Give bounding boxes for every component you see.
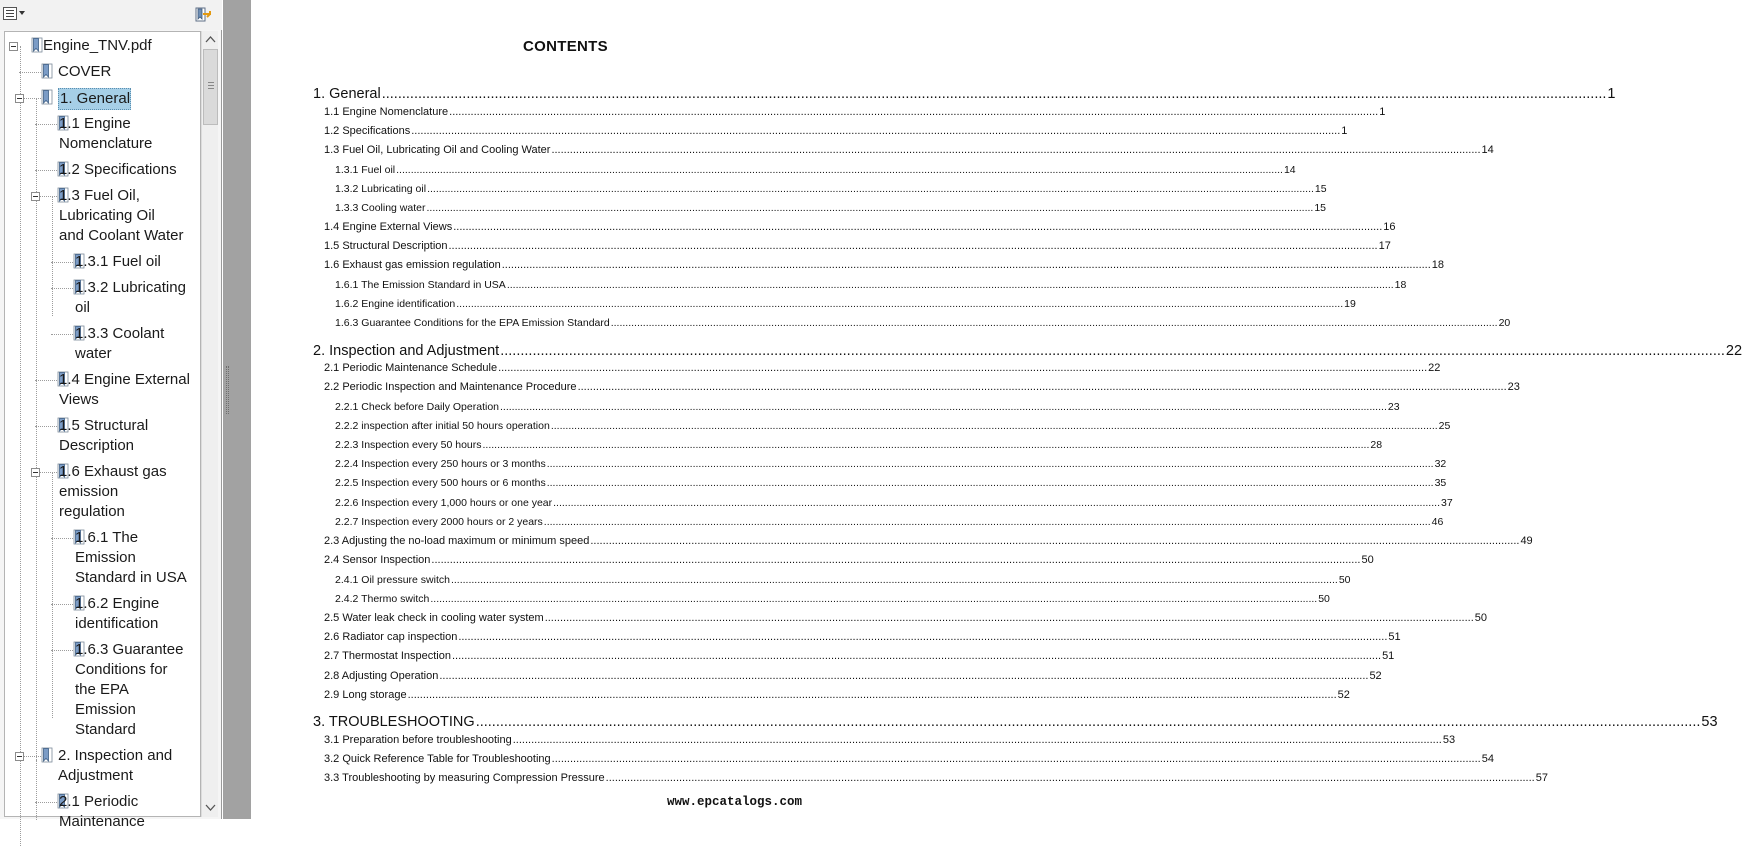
toc-entry[interactable]: [324, 381, 1520, 396]
toc-entry[interactable]: [313, 86, 1616, 105]
toc-entry[interactable]: [335, 279, 1407, 294]
toc-leader-dots: [476, 714, 1701, 730]
bookmark-label: Lubricating Oil: [59, 207, 155, 224]
bookmark-label: 2. Inspection and: [58, 747, 173, 764]
toc-entry-page: 20: [1498, 317, 1511, 329]
toc-entry[interactable]: [313, 343, 1742, 362]
bookmark-label: Adjustment: [58, 767, 134, 784]
toc-leader-dots: [578, 381, 1507, 393]
toc-entry-title: 1.6.3 Guarantee Conditions for the EPA Emission Standard: [335, 317, 610, 329]
toc-entry[interactable]: [324, 125, 1348, 140]
bookmark-label: 2.1 Periodic: [59, 793, 139, 810]
toc-entry-page: 51: [1388, 631, 1401, 643]
toc-entry-page: 15: [1314, 183, 1327, 195]
toc-entry-page: 28: [1370, 439, 1383, 451]
bookmark-item[interactable]: [5, 416, 202, 454]
bookmark-label: Maintenance: [59, 813, 145, 830]
bookmark-item[interactable]: [5, 252, 202, 272]
bookmark-label: 1.5 Structural: [59, 417, 149, 434]
toc-entry-page: 52: [1337, 689, 1350, 701]
toc-entry[interactable]: [324, 240, 1391, 255]
options-menu-icon: [3, 7, 17, 20]
toc-entry[interactable]: [324, 772, 1548, 787]
bookmark-item[interactable]: [5, 114, 202, 152]
toc-entry-title: 1.3.2 Lubricating oil: [335, 183, 427, 195]
toc-entry-page: 46: [1431, 516, 1444, 528]
toc-entry[interactable]: [335, 516, 1444, 531]
toc-entry-page: 32: [1434, 458, 1447, 470]
bookmark-label: 1.1 Engine: [59, 115, 131, 132]
toc-entry-title: 2.1 Periodic Maintenance Schedule: [324, 362, 498, 374]
bookmark-label: 1.4 Engine External: [59, 371, 190, 388]
toc-entry[interactable]: [335, 477, 1447, 492]
toc-entry[interactable]: [324, 650, 1395, 665]
toc-entry[interactable]: [324, 106, 1386, 121]
toc-entry-title: 3. TROUBLESHOOTING: [313, 714, 475, 730]
toc-entry-page: 18: [1431, 259, 1445, 271]
scroll-up-button[interactable]: [203, 32, 218, 47]
toc-leader-dots: [430, 593, 1317, 605]
toc-entry-title: 2.7 Thermostat Inspection: [324, 650, 451, 662]
bookmark-item[interactable]: [5, 278, 202, 316]
bookmark-label: identification: [75, 615, 159, 632]
toc-entry[interactable]: [324, 362, 1441, 377]
bookmark-item[interactable]: [5, 160, 202, 180]
bookmark-label: oil: [75, 299, 91, 316]
tree-connector: [51, 604, 73, 605]
toc-entry[interactable]: [335, 298, 1356, 313]
toc-entry-title: 2. Inspection and Adjustment: [313, 343, 500, 359]
bookmark-item[interactable]: [5, 594, 202, 632]
bookmark-label: the EPA: [75, 681, 129, 698]
toc-entry-page: 37: [1440, 497, 1453, 509]
bookmark-item[interactable]: [5, 640, 202, 738]
toc-leader-dots: [431, 554, 1360, 566]
toc-leader-dots: [396, 164, 1283, 176]
toc-leader-dots: [411, 125, 1340, 137]
toc-entry-page: 25: [1438, 420, 1451, 432]
toc-leader-dots: [456, 298, 1343, 310]
bookmark-item[interactable]: [5, 36, 202, 56]
toc-entry-page: 1: [1379, 106, 1386, 118]
toc-entry-page: 54: [1481, 753, 1494, 765]
toc-entry[interactable]: [324, 259, 1445, 274]
toc-entry[interactable]: [324, 535, 1533, 550]
toc-leader-dots: [426, 202, 1313, 214]
bookmark-label: 1.6.2 Engine: [75, 595, 160, 612]
tree-connector: [51, 334, 73, 335]
watermark-text: www.epcatalogs.com: [667, 795, 803, 809]
bookmark-label: 1.6.3 Guarantee: [75, 641, 184, 658]
toc-entry-title: 2.4.2 Thermo switch: [335, 593, 430, 605]
bookmark-label: 1.6 Exhaust gas: [59, 463, 167, 480]
toc-entry-page: 19: [1344, 298, 1356, 310]
toc-leader-dots: [606, 772, 1535, 784]
toc-entry-page: 53: [1701, 714, 1718, 730]
bookmark-label: Nomenclature: [59, 135, 153, 152]
toc-leader-dots: [553, 497, 1440, 509]
tree-connector: [19, 72, 41, 73]
toc-entry-title: 2.2.7 Inspection every 2000 hours or 2 years: [335, 516, 543, 528]
toc-entry-title: 1. General: [313, 86, 381, 102]
collapse-toggle-icon[interactable]: [9, 42, 18, 51]
toc-leader-dots: [513, 734, 1442, 746]
bookmark-label: 1.2 Specifications: [59, 161, 177, 178]
bookmark-label: regulation: [59, 503, 125, 520]
toc-entry[interactable]: [335, 420, 1451, 435]
toc-entry-title: 3.3 Troubleshooting by measuring Compression Pressure: [324, 772, 605, 784]
scroll-down-button[interactable]: [203, 800, 218, 815]
toc-entry-page: 14: [1283, 164, 1296, 176]
toc-entry-page: 50: [1361, 554, 1374, 566]
toc-entry-page: 1: [1607, 86, 1616, 102]
toc-entry-title: 2.8 Adjusting Operation: [324, 670, 439, 682]
toc-entry-page: 23: [1507, 381, 1520, 393]
toc-entry-title: 1.1 Engine Nomenclature: [324, 106, 449, 118]
toc-entry-title: 2.6 Radiator cap inspection: [324, 631, 458, 643]
bookmark-tree: [4, 31, 201, 830]
bookmark-label: COVER: [58, 63, 112, 80]
toc-leader-dots: [427, 183, 1314, 195]
toc-entry[interactable]: [324, 753, 1494, 768]
toc-entry-page: 51: [1382, 650, 1395, 662]
toc-entry-title: 2.5 Water leak check in cooling water system: [324, 612, 544, 624]
toc-entry-page: 57: [1535, 772, 1548, 784]
toc-entry[interactable]: [324, 631, 1401, 646]
toc-leader-dots: [611, 317, 1498, 329]
toc-entry-page: 53: [1442, 734, 1456, 746]
chevron-down-icon: [203, 800, 218, 815]
bookmark-item[interactable]: [5, 746, 202, 784]
options-menu-button[interactable]: [2, 6, 26, 24]
toc-entry-title: 2.2.5 Inspection every 500 hours or 6 months: [335, 477, 546, 489]
toc-entry[interactable]: [335, 439, 1383, 454]
toc-entry[interactable]: [335, 202, 1327, 217]
toc-entry[interactable]: [324, 734, 1456, 749]
toc-leader-dots: [382, 86, 1607, 102]
toc-entry-page: 50: [1474, 612, 1488, 624]
toc-entry-title: 2.4 Sensor Inspection: [324, 554, 431, 566]
toc-entry-title: 2.9 Long storage: [324, 689, 407, 701]
bookmarks-toolbar: [0, 0, 222, 30]
toc-entry-title: 2.2.3 Inspection every 50 hours: [335, 439, 482, 451]
toc-entry-title: 3.2 Quick Reference Table for Troubleshooting: [324, 753, 551, 765]
bookmark-item[interactable]: [5, 528, 202, 586]
toc-entry[interactable]: [335, 458, 1447, 473]
toc-entry-page: 49: [1520, 535, 1533, 547]
bookmark-label: Standard in USA: [75, 569, 187, 586]
toc-entry-title: 1.3.3 Cooling water: [335, 202, 426, 214]
page-title: CONTENTS: [523, 38, 608, 55]
toc-leader-dots: [439, 670, 1368, 682]
toc-leader-dots: [458, 631, 1387, 643]
tree-connector: [51, 262, 73, 263]
toc-entry-title: 1.3.1 Fuel oil: [335, 164, 396, 176]
bookmark-icon: [41, 63, 53, 80]
bookmark-item[interactable]: [5, 792, 202, 830]
toc-leader-dots: [483, 439, 1370, 451]
bookmark-label: 1.3.1 Fuel oil: [75, 253, 161, 270]
bookmark-label: Standard: [75, 721, 136, 738]
bookmark-item[interactable]: [5, 462, 202, 520]
toc-entry-title: 3.1 Preparation before troubleshooting: [324, 734, 512, 746]
collapse-toggle-icon[interactable]: [15, 752, 24, 761]
bookmark-label: 1. General: [58, 88, 131, 110]
toc-entry-title: 2.4.1 Oil pressure switch: [335, 574, 450, 586]
toc-entry-title: 1.4 Engine External Views: [324, 221, 453, 233]
toc-entry-title: 2.2.4 Inspection every 250 hours or 3 months: [335, 458, 546, 470]
tree-connector: [51, 288, 73, 289]
toc-entry-title: 1.6.1 The Emission Standard in USA: [335, 279, 506, 291]
toc-entry-page: 22: [1428, 362, 1441, 374]
toc-entry-page: 22: [1725, 343, 1742, 359]
bookmark-label: 1.3.2 Lubricating: [75, 279, 186, 296]
toc-entry[interactable]: [324, 144, 1494, 159]
toc-leader-dots: [449, 106, 1378, 118]
toc-entry-page: 15: [1314, 202, 1327, 214]
tree-connector: [35, 170, 57, 171]
splitter-grip[interactable]: [226, 366, 229, 414]
toc-leader-dots: [502, 259, 1431, 271]
tree-connector: [35, 380, 57, 381]
toc-leader-dots: [552, 753, 1481, 765]
toc-entry-page: 18: [1394, 279, 1407, 291]
toc-leader-dots: [408, 689, 1337, 701]
collapse-toggle-icon[interactable]: [31, 192, 40, 201]
toc-leader-dots: [547, 477, 1434, 489]
toc-entry-page: 50: [1318, 593, 1330, 605]
toc-entry[interactable]: [324, 612, 1488, 627]
toc-entry-page: 14: [1481, 144, 1494, 156]
chevron-down-icon: [19, 11, 25, 15]
panel-splitter[interactable]: [223, 0, 251, 819]
bookmark-item[interactable]: [5, 370, 202, 408]
toc-entry-title: 2.3 Adjusting the no-load maximum or minimum speed: [324, 535, 590, 547]
tree-connector: [51, 650, 73, 651]
toc-entry[interactable]: [335, 164, 1296, 179]
tree-connector: [51, 538, 73, 539]
toc-entry[interactable]: [324, 670, 1382, 685]
toc-leader-dots: [500, 401, 1387, 413]
bookmark-icon: [31, 37, 43, 54]
bookmarks-panel: [0, 0, 222, 830]
bookmark-label: Engine_TNV.pdf: [43, 37, 152, 54]
bookmark-label: 1.6.1 The: [75, 529, 139, 546]
toc-leader-dots: [452, 650, 1381, 662]
toc-entry[interactable]: [335, 497, 1453, 512]
bookmark-label: Conditions for: [75, 661, 168, 678]
toc-entry-title: 1.5 Structural Description: [324, 240, 448, 252]
toc-entry-page: 16: [1383, 221, 1396, 233]
toc-leader-dots: [453, 221, 1382, 233]
bookmark-label: 1.3 Fuel Oil,: [59, 187, 140, 204]
toc-leader-dots: [545, 612, 1474, 624]
toc-entry[interactable]: [335, 401, 1400, 416]
toc-entry-title: 2.2 Periodic Inspection and Maintenance Procedure: [324, 381, 577, 393]
toc-entry-page: 52: [1369, 670, 1382, 682]
toc-entry[interactable]: [324, 554, 1374, 569]
toc-entry-title: 1.6.2 Engine identification: [335, 298, 456, 310]
toc-entry-title: 1.2 Specifications: [324, 125, 411, 137]
toc-entry-page: 23: [1387, 401, 1400, 413]
toc-entry-title: 1.6 Exhaust gas emission regulation: [324, 259, 501, 271]
toc-leader-dots: [547, 458, 1434, 470]
bookmark-label: Emission: [75, 549, 136, 566]
new-bookmark-button[interactable]: [194, 6, 212, 24]
bookmark-icon: [41, 747, 53, 764]
toc-entry-page: 17: [1378, 240, 1391, 252]
toc-leader-dots: [449, 240, 1378, 252]
bookmark-label: Emission: [75, 701, 136, 718]
toc-entry-title: 2.2.6 Inspection every 1,000 hours or one year: [335, 497, 553, 509]
toc-entry[interactable]: [313, 714, 1718, 733]
bookmark-item[interactable]: [5, 324, 202, 362]
toc-entry-title: 2.2.1 Check before Daily Operation: [335, 401, 500, 413]
toc-leader-dots: [590, 535, 1519, 547]
toc-entry-page: 35: [1434, 477, 1447, 489]
toc-leader-dots: [498, 362, 1427, 374]
toc-entry[interactable]: [335, 593, 1330, 608]
toc-entry-page: 50: [1338, 574, 1351, 586]
bookmark-item[interactable]: [5, 186, 202, 244]
toc-entry[interactable]: [335, 183, 1327, 198]
bookmarks-scrollbar[interactable]: [201, 31, 218, 817]
bookmark-label: Views: [59, 391, 99, 408]
toc-entry-title: 2.2.2 inspection after initial 50 hours operation: [335, 420, 550, 432]
toc-leader-dots: [507, 279, 1394, 291]
bookmark-label: Description: [59, 437, 135, 454]
bookmark-label: emission: [59, 483, 119, 500]
chevron-up-icon: [203, 32, 218, 47]
bookmark-item[interactable]: [5, 62, 202, 82]
collapse-toggle-icon[interactable]: [31, 468, 40, 477]
toc-leader-dots: [500, 343, 1725, 359]
bookmark-label: water: [75, 345, 112, 362]
tree-connector: [35, 802, 57, 803]
toc-entry-title: 1.3 Fuel Oil, Lubricating Oil and Cooling Water: [324, 144, 551, 156]
toc-leader-dots: [551, 420, 1438, 432]
toc-entry[interactable]: [324, 221, 1396, 236]
toc-leader-dots: [451, 574, 1338, 586]
bookmark-icon: [41, 89, 53, 106]
new-bookmark-icon: [194, 6, 212, 24]
tree-connector: [35, 124, 57, 125]
scroll-thumb[interactable]: [203, 49, 218, 125]
bookmark-label: and Coolant Water: [59, 227, 184, 244]
bookmark-item[interactable]: [5, 88, 202, 108]
toc-entry[interactable]: [335, 574, 1351, 589]
bookmark-label: 1.3.3 Coolant: [75, 325, 165, 342]
toc-leader-dots: [551, 144, 1480, 156]
toc-leader-dots: [544, 516, 1431, 528]
tree-connector: [35, 426, 57, 427]
toc-entry[interactable]: [335, 317, 1511, 332]
document-page: [251, 0, 1742, 819]
toc-entry-page: 1: [1341, 125, 1348, 137]
collapse-toggle-icon[interactable]: [15, 94, 24, 103]
toc-entry[interactable]: [324, 689, 1350, 704]
